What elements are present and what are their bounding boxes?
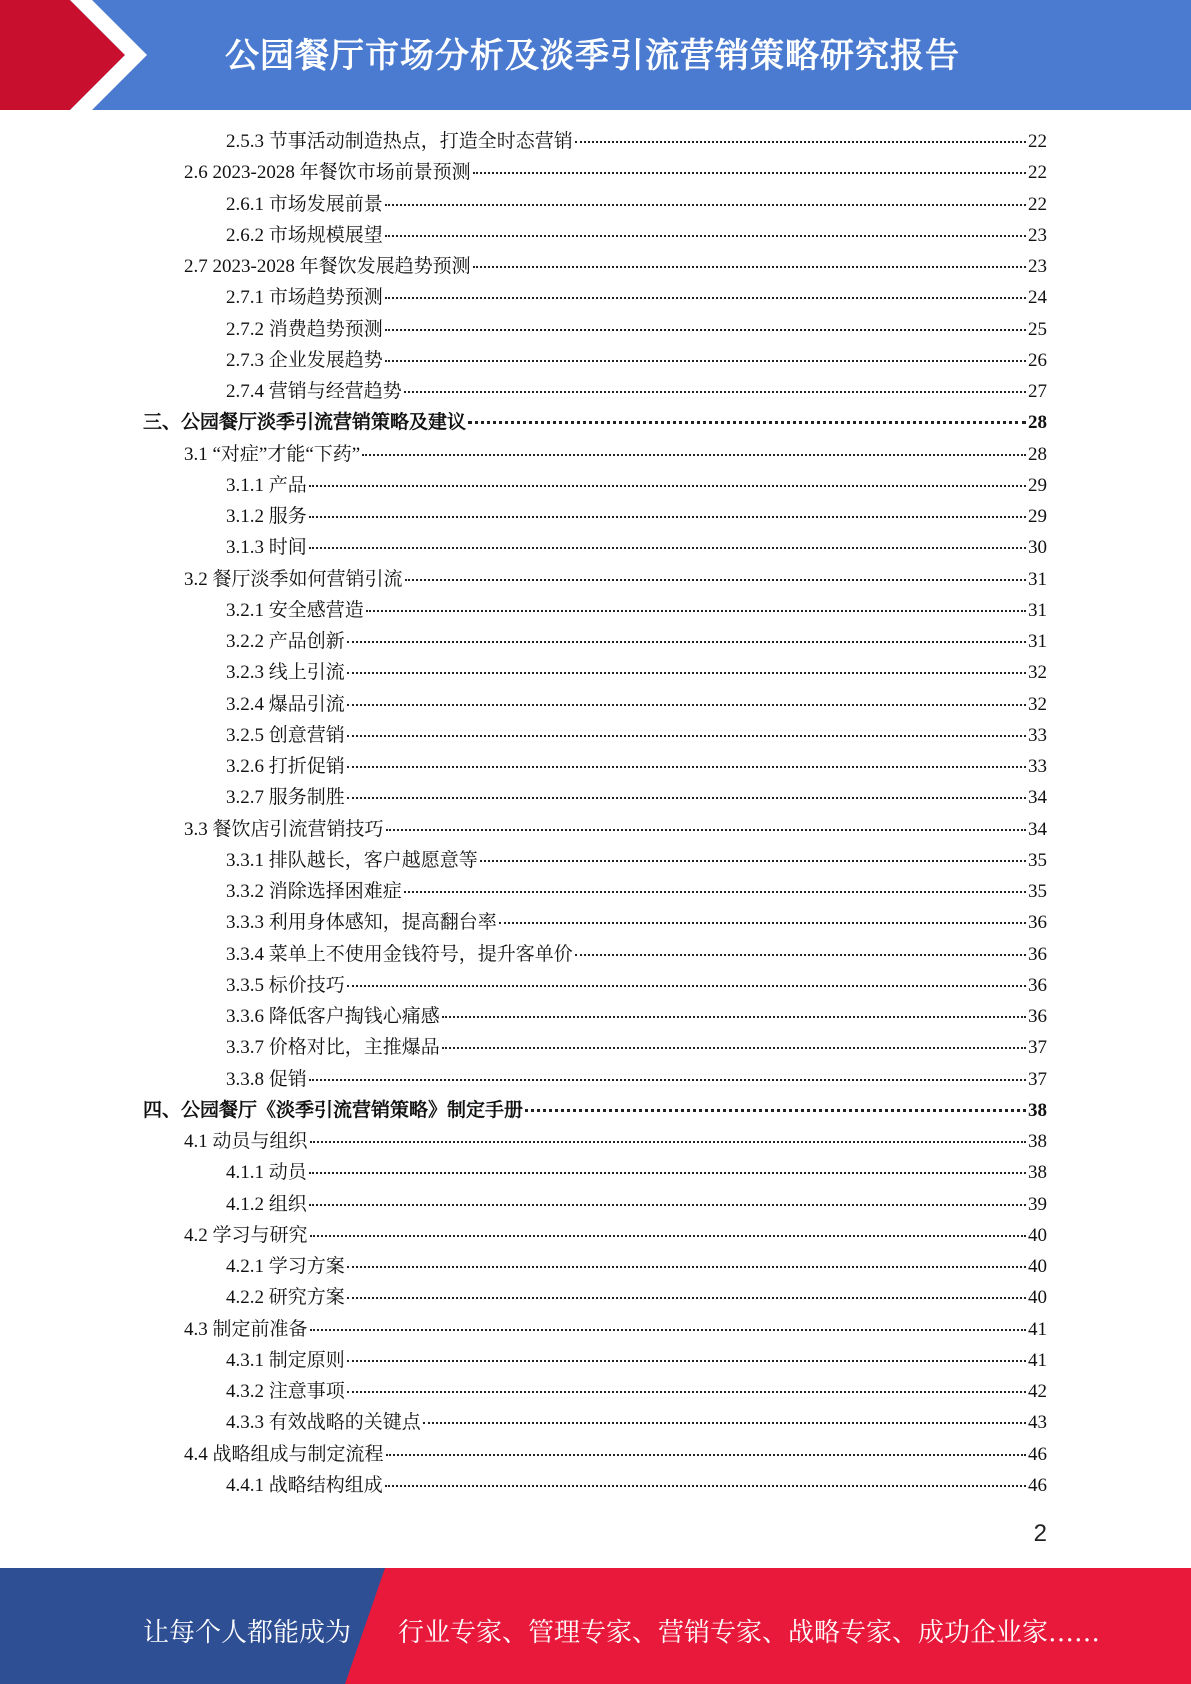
toc-dot-leader bbox=[310, 1329, 1026, 1331]
toc-entry[interactable] bbox=[226, 1376, 1047, 1407]
toc-dot-leader bbox=[575, 141, 1026, 143]
toc-entry[interactable] bbox=[226, 907, 1047, 938]
toc-dot-leader bbox=[385, 1485, 1026, 1487]
toc-entry[interactable] bbox=[226, 1345, 1047, 1376]
toc-entry[interactable] bbox=[226, 345, 1047, 376]
toc-entry[interactable] bbox=[226, 1251, 1047, 1282]
toc-entry-page: 30 bbox=[1028, 537, 1047, 559]
page-footer bbox=[0, 1568, 1191, 1684]
toc-entry-page: 22 bbox=[1028, 162, 1047, 184]
toc-entry-title: 2.7.3 企业发展趋势 bbox=[226, 349, 383, 371]
toc-entry-page: 31 bbox=[1028, 631, 1047, 652]
toc-entry[interactable] bbox=[226, 595, 1047, 626]
toc-entry-title: 2.7 2023-2028 年餐饮发展趋势预测 bbox=[184, 256, 471, 277]
toc-entry[interactable] bbox=[184, 1126, 1047, 1157]
toc-entry-title: 4.2.2 研究方案 bbox=[226, 1287, 345, 1309]
toc-entry[interactable] bbox=[184, 439, 1047, 470]
toc-entry[interactable] bbox=[226, 189, 1047, 220]
toc-entry-page: 29 bbox=[1028, 474, 1047, 496]
toc-dot-leader bbox=[442, 1047, 1026, 1049]
toc-entry-title: 3.1.2 服务 bbox=[226, 506, 307, 527]
toc-entry-page: 36 bbox=[1028, 912, 1047, 934]
toc-entry-title: 3.2.7 服务制胜 bbox=[226, 787, 345, 809]
page-header bbox=[0, 0, 1191, 110]
toc-entry-title: 3.3.8 促销 bbox=[226, 1068, 307, 1090]
toc-entry-page: 40 bbox=[1028, 1256, 1047, 1277]
toc-entry-title: 4.2 学习与研究 bbox=[184, 1224, 308, 1246]
toc-entry-title: 3.3.1 排队越长，客户越愿意等 bbox=[226, 849, 478, 871]
toc-entry-title: 4.3.1 制定原则 bbox=[226, 1349, 345, 1371]
header-arrow-decoration bbox=[0, 0, 160, 110]
toc-dot-leader bbox=[386, 829, 1026, 831]
toc-dot-leader bbox=[525, 1109, 1026, 1112]
toc-entry-page: 23 bbox=[1028, 256, 1047, 277]
toc-dot-leader bbox=[404, 391, 1026, 393]
toc-entry[interactable] bbox=[226, 314, 1047, 345]
toc-dot-leader bbox=[347, 641, 1026, 643]
toc-entry-page: 38 bbox=[1028, 1162, 1047, 1184]
toc-entry-title: 3.1.1 产品 bbox=[226, 474, 307, 496]
toc-dot-leader bbox=[310, 1235, 1026, 1237]
toc-entry-title: 4.2.1 学习方案 bbox=[226, 1256, 345, 1277]
toc-entry[interactable] bbox=[226, 126, 1047, 157]
toc-dot-leader bbox=[309, 1172, 1026, 1174]
toc-entry[interactable] bbox=[226, 501, 1047, 532]
toc-entry-page: 46 bbox=[1028, 1474, 1047, 1496]
toc-dot-leader bbox=[347, 797, 1026, 799]
toc-entry[interactable] bbox=[184, 1220, 1047, 1251]
toc-dot-leader bbox=[310, 1141, 1026, 1143]
toc-entry-title: 2.7.2 消费趋势预测 bbox=[226, 318, 383, 340]
toc-entry-title: 3.3.7 价格对比，主推爆品 bbox=[226, 1037, 440, 1059]
toc-dot-leader bbox=[347, 672, 1026, 674]
toc-entry[interactable] bbox=[226, 782, 1047, 813]
toc-entry[interactable] bbox=[226, 845, 1047, 876]
toc-entry-title: 3.2 餐厅淡季如何营销引流 bbox=[184, 568, 403, 590]
toc-entry-title: 4.3.2 注意事项 bbox=[226, 1381, 345, 1402]
toc-entry[interactable] bbox=[226, 532, 1047, 563]
toc-dot-leader bbox=[347, 1297, 1026, 1299]
toc-entry[interactable] bbox=[143, 1095, 1047, 1126]
toc-entry-page: 31 bbox=[1028, 568, 1047, 590]
toc-entry[interactable] bbox=[226, 220, 1047, 251]
toc-entry-title: 3.3.6 降低客户掏钱心痛感 bbox=[226, 1006, 440, 1027]
toc-dot-leader bbox=[405, 579, 1026, 581]
toc-entry-page: 40 bbox=[1028, 1287, 1047, 1309]
toc-dot-leader bbox=[366, 610, 1026, 612]
toc-entry[interactable] bbox=[226, 657, 1047, 688]
toc-entry-page: 23 bbox=[1028, 224, 1047, 246]
toc-entry-page: 41 bbox=[1028, 1318, 1047, 1340]
toc-entry-page: 37 bbox=[1028, 1037, 1047, 1059]
toc-entry-page: 41 bbox=[1028, 1349, 1047, 1371]
toc-entry-page: 33 bbox=[1028, 756, 1047, 777]
toc-dot-leader bbox=[385, 204, 1026, 206]
toc-entry[interactable] bbox=[226, 282, 1047, 313]
toc-dot-leader bbox=[347, 704, 1026, 706]
toc-entry[interactable] bbox=[184, 157, 1047, 188]
toc-entry[interactable] bbox=[226, 939, 1047, 970]
toc-entry-page: 40 bbox=[1028, 1224, 1047, 1246]
toc-dot-leader bbox=[309, 1079, 1026, 1081]
toc-entry[interactable] bbox=[226, 876, 1047, 907]
toc-entry-page: 32 bbox=[1028, 693, 1047, 715]
toc-entry-page: 34 bbox=[1028, 787, 1047, 809]
toc-entry[interactable] bbox=[226, 376, 1047, 407]
toc-entry[interactable] bbox=[226, 1064, 1047, 1095]
toc-entry-title: 4.4 战略组成与制定流程 bbox=[184, 1443, 384, 1465]
toc-entry-title: 4.3 制定前准备 bbox=[184, 1318, 308, 1340]
toc-entry[interactable] bbox=[184, 1439, 1047, 1470]
toc-entry-title: 3.2.6 打折促销 bbox=[226, 756, 345, 777]
toc-dot-leader bbox=[385, 235, 1026, 237]
toc-entry[interactable] bbox=[226, 1470, 1047, 1501]
toc-entry-page: 24 bbox=[1028, 287, 1047, 309]
toc-entry-title: 2.6.1 市场发展前景 bbox=[226, 193, 383, 215]
toc-entry-title: 2.7.1 市场趋势预测 bbox=[226, 287, 383, 309]
toc-entry[interactable] bbox=[226, 1001, 1047, 1032]
toc-dot-leader bbox=[347, 1391, 1026, 1393]
toc-entry[interactable] bbox=[226, 1032, 1047, 1063]
toc-entry-page: 35 bbox=[1028, 881, 1047, 902]
toc-entry[interactable] bbox=[226, 1189, 1047, 1220]
toc-dot-leader bbox=[347, 766, 1026, 768]
toc-entry-page: 38 bbox=[1028, 1131, 1047, 1152]
toc-entry[interactable] bbox=[184, 1314, 1047, 1345]
toc-entry-title: 3.2.2 产品创新 bbox=[226, 631, 345, 652]
toc-entry-page: 22 bbox=[1028, 131, 1047, 152]
toc-entry-title: 4.4.1 战略结构组成 bbox=[226, 1474, 383, 1496]
toc-dot-leader bbox=[347, 735, 1026, 737]
toc-entry-title: 3.2.4 爆品引流 bbox=[226, 693, 345, 715]
toc-dot-leader bbox=[309, 516, 1026, 518]
toc-entry[interactable] bbox=[226, 689, 1047, 720]
toc-entry[interactable] bbox=[226, 1407, 1047, 1438]
toc-dot-leader bbox=[480, 860, 1026, 862]
toc-entry-title: 3.1 “对症”才能“下药” bbox=[184, 443, 361, 465]
toc-entry[interactable] bbox=[226, 1157, 1047, 1188]
toc-entry-title: 4.1 动员与组织 bbox=[184, 1131, 308, 1152]
toc-entry-page: 28 bbox=[1028, 443, 1047, 465]
toc-entry-page: 37 bbox=[1028, 1068, 1047, 1090]
toc-entry-title: 3.3.2 消除选择困难症 bbox=[226, 881, 402, 902]
toc-entry-page: 38 bbox=[1028, 1099, 1047, 1121]
toc-entry-page: 36 bbox=[1028, 1006, 1047, 1027]
toc-entry-page: 36 bbox=[1028, 974, 1047, 996]
toc-dot-leader bbox=[309, 1204, 1026, 1206]
toc-dot-leader bbox=[347, 985, 1026, 987]
toc-entry-page: 27 bbox=[1028, 381, 1047, 402]
toc-dot-leader bbox=[468, 421, 1026, 424]
toc-entry[interactable] bbox=[143, 407, 1047, 438]
toc-entry[interactable] bbox=[226, 626, 1047, 657]
toc-entry-title: 2.7.4 营销与经营趋势 bbox=[226, 381, 402, 402]
toc-entry-page: 39 bbox=[1028, 1193, 1047, 1215]
toc-entry[interactable] bbox=[184, 251, 1047, 282]
toc-dot-leader bbox=[473, 172, 1026, 174]
report-title: 公园餐厅市场分析及淡季引流营销策略研究报告 bbox=[225, 36, 960, 76]
toc-entry-page: 29 bbox=[1028, 506, 1047, 527]
toc-dot-leader bbox=[347, 1360, 1026, 1362]
toc-entry-title: 2.6.2 市场规模展望 bbox=[226, 224, 383, 246]
toc-entry-title: 3.2.3 线上引流 bbox=[226, 662, 345, 684]
toc-entry-title: 4.1.2 组织 bbox=[226, 1193, 307, 1215]
toc-dot-leader bbox=[385, 360, 1026, 362]
toc-dot-leader bbox=[309, 547, 1026, 549]
toc-entry[interactable] bbox=[226, 470, 1047, 501]
toc-dot-leader bbox=[362, 454, 1026, 456]
toc-dot-leader bbox=[309, 485, 1026, 487]
toc-entry-title: 4.1.1 动员 bbox=[226, 1162, 307, 1184]
toc-dot-leader bbox=[473, 266, 1026, 268]
toc-dot-leader bbox=[499, 922, 1026, 924]
toc-entry-page: 28 bbox=[1028, 412, 1047, 434]
toc-entry-page: 25 bbox=[1028, 318, 1047, 340]
toc-dot-leader bbox=[347, 1266, 1026, 1268]
toc-entry[interactable] bbox=[226, 970, 1047, 1001]
footer-slogan-right: 行业专家、管理专家、营销专家、战略专家、成功企业家…… bbox=[398, 1618, 1101, 1648]
toc-entry-title: 3.2.5 创意营销 bbox=[226, 724, 345, 746]
toc-entry-title: 3.3.3 利用身体感知，提高翻台率 bbox=[226, 912, 497, 934]
toc-entry[interactable] bbox=[226, 1282, 1047, 1313]
toc-dot-leader bbox=[404, 891, 1026, 893]
toc-entry-page: 35 bbox=[1028, 849, 1047, 871]
toc-entry-title: 4.3.3 有效战略的关键点 bbox=[226, 1412, 421, 1434]
toc-entry-title: 2.5.3 节事活动制造热点，打造全时态营销 bbox=[226, 131, 573, 152]
toc-entry-page: 43 bbox=[1028, 1412, 1047, 1434]
toc-entry-title: 3.3.5 标价技巧 bbox=[226, 974, 345, 996]
toc-entry-page: 46 bbox=[1028, 1443, 1047, 1465]
toc-entry[interactable] bbox=[184, 814, 1047, 845]
toc-dot-leader bbox=[442, 1016, 1026, 1018]
toc-dot-leader bbox=[386, 1454, 1026, 1456]
toc-dot-leader bbox=[385, 329, 1026, 331]
toc-entry-title: 四、公园餐厅《淡季引流营销策略》制定手册 bbox=[143, 1099, 524, 1121]
toc-entry-title: 3.2.1 安全感营造 bbox=[226, 599, 364, 621]
toc-dot-leader bbox=[575, 954, 1026, 956]
toc-entry-page: 42 bbox=[1028, 1381, 1047, 1402]
toc-entry-page: 32 bbox=[1028, 662, 1047, 684]
toc-entry-page: 36 bbox=[1028, 943, 1047, 965]
toc-entry-title: 3.3.4 菜单上不使用金钱符号，提升客单价 bbox=[226, 943, 573, 965]
toc-entry-page: 33 bbox=[1028, 724, 1047, 746]
toc-entry-page: 22 bbox=[1028, 193, 1047, 215]
toc-entry-title: 三、公园餐厅淡季引流营销策略及建议 bbox=[143, 412, 467, 434]
toc-dot-leader bbox=[385, 297, 1026, 299]
toc-entry[interactable] bbox=[226, 751, 1047, 782]
toc-entry[interactable] bbox=[226, 720, 1047, 751]
toc-entry-title: 3.1.3 时间 bbox=[226, 537, 307, 559]
page-number: 2 bbox=[1033, 1520, 1047, 1547]
toc-dot-leader bbox=[423, 1422, 1026, 1424]
toc-entry-page: 26 bbox=[1028, 349, 1047, 371]
toc-entry-page: 31 bbox=[1028, 599, 1047, 621]
toc-entry-title: 2.6 2023-2028 年餐饮市场前景预测 bbox=[184, 162, 471, 184]
toc-entry[interactable] bbox=[184, 564, 1047, 595]
footer-slogan-left: 让每个人都能成为 bbox=[143, 1618, 352, 1648]
toc-entry-title: 3.3 餐饮店引流营销技巧 bbox=[184, 818, 384, 840]
toc-entry-page: 34 bbox=[1028, 818, 1047, 840]
